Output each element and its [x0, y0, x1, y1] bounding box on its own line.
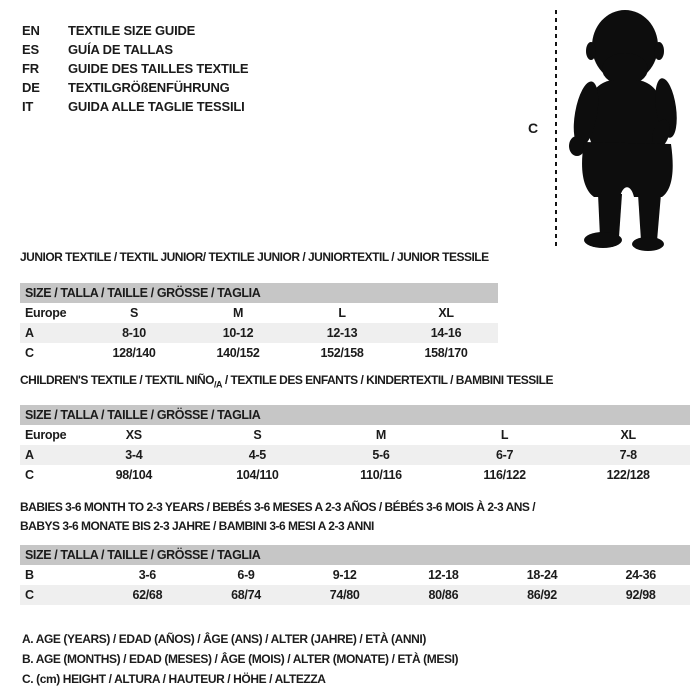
junior-table-title: JUNIOR TEXTILE / TEXTIL JUNIOR/ TEXTILE JUNIOR / JUNIORTEXTIL / JUNIOR TESSILE [20, 250, 489, 264]
junior-row-height [20, 343, 498, 363]
row-label: C [25, 346, 34, 360]
age-cell: 5-6 [372, 448, 390, 462]
height-cell: 104/110 [236, 468, 279, 482]
language-row-fr [22, 59, 248, 78]
children-size-header-bar: SIZE / TALLA / TAILLE / GRÖSSE / TAGLIA [20, 405, 690, 425]
babies-row-height [20, 585, 690, 605]
height-cell: 152/158 [320, 346, 364, 360]
junior-size-header-bar: SIZE / TALLA / TAILLE / GRÖSSE / TAGLIA [20, 283, 498, 303]
height-cell: 80/86 [428, 588, 459, 602]
height-cell: 92/98 [625, 588, 656, 602]
language-title: TEXTILGRÖßENFÜHRUNG [68, 80, 230, 95]
babies-row-months [20, 565, 690, 585]
row-label: C [25, 468, 34, 482]
language-title: GUIDE DES TAILLES TEXTILE [68, 61, 249, 76]
language-title-list [22, 21, 248, 116]
junior-row-europe [20, 303, 498, 323]
junior-textile-table [20, 250, 498, 363]
babies-textile-table [20, 498, 690, 605]
height-cell: 128/140 [112, 346, 156, 360]
row-label: C [25, 588, 34, 602]
size-cell: L [338, 306, 346, 320]
height-cell: 74/80 [329, 588, 360, 602]
junior-row-age [20, 323, 498, 343]
babies-title-line1: BABIES 3-6 MONTH TO 2-3 YEARS / BEBÉS 3-6 MESES A 2-3 AÑOS / BÉBÉS 3-6 MOIS À 2-3 ANS / [20, 500, 536, 514]
children-row-europe [20, 425, 690, 445]
row-label: Europe [25, 428, 67, 442]
age-cell: 4-5 [248, 448, 266, 462]
children-table-title [20, 373, 690, 390]
children-textile-table [20, 373, 690, 485]
measure-legend [22, 629, 458, 689]
height-cell: 140/152 [216, 346, 260, 360]
height-cell: 116/122 [483, 468, 526, 482]
language-code: ES [22, 42, 39, 57]
age-cell: 3-4 [125, 448, 143, 462]
height-measure-label: C [528, 120, 539, 136]
babies-table-title [20, 498, 690, 536]
language-title: TEXTILE SIZE GUIDE [68, 23, 196, 38]
size-cell: XS [125, 428, 142, 442]
months-cell: 18-24 [526, 568, 558, 582]
height-cell: 98/104 [115, 468, 153, 482]
legend-line-b: B. AGE (MONTHS) / EDAD (MESES) / ÂGE (MOIS) / ALTER (MONATE) / ETÀ (MESI) [22, 652, 459, 666]
legend-line-a: A. AGE (YEARS) / EDAD (AÑOS) / ÂGE (ANS) / ALTER (JAHRE) / ETÀ (ANNI) [22, 632, 426, 646]
row-label: A [25, 448, 34, 462]
toddler-silhouette-icon [562, 6, 694, 251]
months-cell: 12-18 [428, 568, 459, 582]
months-cell: 6-9 [237, 568, 255, 582]
age-cell: 14-16 [430, 326, 462, 340]
language-code: DE [22, 80, 40, 95]
height-cell: 62/68 [132, 588, 163, 602]
language-code: FR [22, 61, 39, 76]
children-title-subscript: /A [213, 379, 222, 390]
language-title: GUIDA ALLE TAGLIE TESSILI [68, 99, 245, 114]
age-cell: 12-13 [326, 326, 358, 340]
row-label: B [25, 568, 34, 582]
height-cell: 122/128 [606, 468, 650, 482]
children-title-part1: CHILDREN'S TEXTILE / TEXTIL NIÑO [20, 373, 214, 387]
language-code: IT [22, 99, 34, 114]
height-cell: 158/170 [424, 346, 468, 360]
age-cell: 7-8 [619, 448, 637, 462]
months-cell: 9-12 [332, 568, 357, 582]
age-cell: 6-7 [495, 448, 514, 462]
language-code: EN [22, 23, 40, 38]
age-cell: 10-12 [222, 326, 254, 340]
months-cell: 3-6 [138, 568, 156, 582]
language-row-it [22, 97, 248, 116]
row-label: Europe [25, 306, 67, 320]
height-cell: 68/74 [231, 588, 261, 602]
height-cell: 110/116 [360, 468, 402, 482]
size-cell: S [253, 428, 262, 442]
size-cell: XL [438, 306, 454, 320]
dashed-measure-line [555, 10, 557, 248]
size-cell: M [232, 306, 244, 320]
language-row-de [22, 78, 248, 97]
height-measure-figure [525, 4, 700, 252]
legend-line-c: C. (cm) HEIGHT / ALTURA / HAUTEUR / HÖHE / ALTEZZA [22, 672, 326, 686]
language-row-en [22, 21, 248, 40]
babies-title-line2: BABYS 3-6 MONATE BIS 2-3 JAHRE / BAMBINI 3-6 MESI A 2-3 ANNI [20, 519, 374, 533]
age-cell: 8-10 [122, 326, 146, 340]
size-cell: S [129, 306, 139, 320]
language-title: GUÍA DE TALLAS [68, 42, 173, 57]
children-row-age [20, 445, 690, 465]
row-label: A [25, 326, 34, 340]
size-cell: L [500, 428, 509, 442]
size-cell: M [375, 428, 387, 442]
children-title-part2: / TEXTILE DES ENFANTS / KINDERTEXTIL / BAMBINI TESSILE [221, 373, 553, 387]
babies-size-header-bar: SIZE / TALLA / TAILLE / GRÖSSE / TAGLIA [20, 545, 690, 565]
months-cell: 24-36 [625, 568, 656, 582]
height-cell: 86/92 [527, 588, 557, 602]
children-row-height [20, 465, 690, 485]
size-cell: XL [620, 428, 636, 442]
language-row-es [22, 40, 248, 59]
